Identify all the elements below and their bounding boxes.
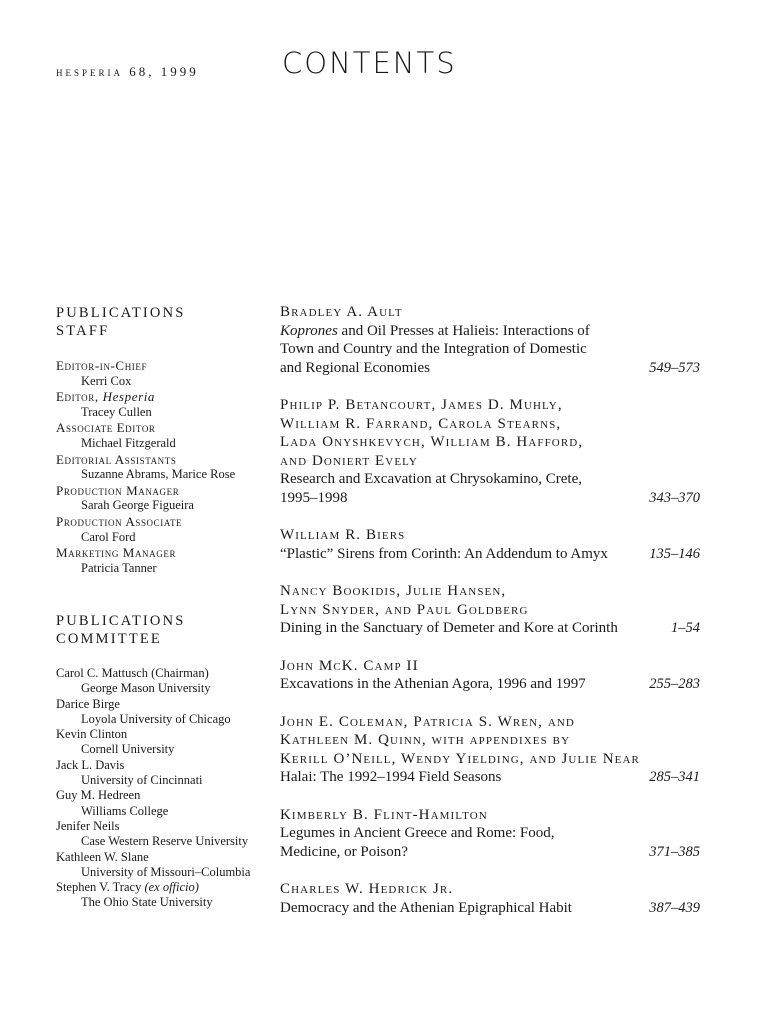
article-page-range: 371–385 xyxy=(649,843,700,860)
author-line: Nancy Bookidis, Julie Hansen, xyxy=(280,583,507,599)
article-title-line: Town and Country and the Integration of Domestic xyxy=(280,341,587,357)
article-title xyxy=(280,824,630,861)
article-entry xyxy=(280,526,700,563)
article-authors: Kimberly B. Flint-Hamilton xyxy=(280,806,488,823)
author-line: William R. Farrand, Carola Stearns, xyxy=(280,415,562,432)
article-title: Dining in the Sanctuary of Demeter and Kore at Corinth xyxy=(280,620,618,636)
article-title-line: Legumes in Ancient Greece and Rome: Food, xyxy=(280,825,555,841)
page-title: CONTENTS xyxy=(282,46,457,80)
member-name xyxy=(56,880,256,895)
article-page-range: 1–54 xyxy=(671,620,700,636)
author-line: Lynn Snyder, and Paul Goldberg xyxy=(280,601,529,618)
member-affiliation: University of Missouri–Columbia xyxy=(81,864,251,879)
member-name: Jenifer Neils xyxy=(56,818,120,833)
member-affiliation: University of Cincinnati xyxy=(81,773,203,788)
committee-heading: PUBLICATIONS COMMITTEE xyxy=(56,613,186,647)
staff-heading: PUBLICATIONS STAFF xyxy=(56,305,186,339)
article-title: Halai: The 1992–1994 Field Seasons xyxy=(280,769,502,785)
article-title-line: and Regional Economies xyxy=(280,359,430,376)
role-title: Marketing Manager xyxy=(56,545,177,561)
article-page-range: 135–146 xyxy=(649,545,700,562)
article-page-range: 549–573 xyxy=(649,359,700,376)
committee-member-list xyxy=(56,666,256,911)
member-name-text: Stephen V. Tracy xyxy=(56,880,142,895)
role-person: Michael Fitzgerald xyxy=(81,435,176,450)
article-entry xyxy=(280,303,700,377)
article-title xyxy=(280,470,630,507)
member-name: Jack L. Davis xyxy=(56,757,125,772)
article-title-line: Research and Excavation at Chrysokamino, Crete, xyxy=(280,471,582,487)
role-title: Editorial Assistants xyxy=(56,451,177,467)
article-title-line: 1995–1998 xyxy=(280,489,348,506)
publications-staff-section xyxy=(56,304,256,576)
role-person: Kerri Cox xyxy=(81,373,132,388)
role-person: Patricia Tanner xyxy=(81,560,157,575)
article-entry xyxy=(280,806,700,862)
author-line: Kerill O’Neill, Wendy Yielding, and Julie Near xyxy=(280,750,640,767)
role-title-prefix: Editor, xyxy=(56,389,103,405)
article-title: Excavations in the Athenian Agora, 1996 and 1997 xyxy=(280,676,586,692)
member-affiliation: Cornell University xyxy=(81,742,175,757)
role-title: Production Associate xyxy=(56,513,183,529)
publications-committee-section xyxy=(56,612,256,911)
member-affiliation: Williams College xyxy=(81,803,169,818)
journal-volume-line: hesperia 68, 1999 xyxy=(56,64,199,79)
article-authors: Bradley A. Ault xyxy=(280,304,403,320)
staff-role-list xyxy=(56,358,256,576)
member-affiliation: Case Western Reserve University xyxy=(81,834,249,849)
article-page-range: 255–283 xyxy=(649,676,700,692)
author-line: and Doniert Evely xyxy=(280,452,418,469)
article-title: “Plastic” Sirens from Corinth: An Addendum to Amyx xyxy=(280,545,608,562)
author-line: John E. Coleman, Patricia S. Wren, and xyxy=(280,713,575,730)
member-name: Guy M. Hedreen xyxy=(56,788,141,803)
article-title xyxy=(280,322,630,378)
member-name-italic: (ex officio) xyxy=(144,880,199,895)
member-name: Kevin Clinton xyxy=(56,727,128,742)
author-line: Philip P. Betancourt, James D. Muhly, xyxy=(280,397,563,413)
article-authors: John McK. Camp II xyxy=(280,657,419,674)
article-page-range: 285–341 xyxy=(649,769,700,785)
role-person: Tracey Cullen xyxy=(81,404,152,419)
article-page-range: 387–439 xyxy=(649,899,700,916)
article-title-line: Medicine, or Poison? xyxy=(280,843,408,860)
member-affiliation: The Ohio State University xyxy=(81,895,213,910)
member-affiliation: George Mason University xyxy=(81,681,211,696)
article-entry xyxy=(280,880,700,917)
role-title: Production Manager xyxy=(56,482,180,498)
article-authors xyxy=(280,582,700,619)
article-title-line: and Oil Presses at Halieis: Interactions of xyxy=(337,322,590,339)
author-line: Kathleen M. Quinn, with appendixes by xyxy=(280,732,571,748)
role-person: Suzanne Abrams, Marice Rose xyxy=(81,467,236,482)
article-authors xyxy=(280,396,700,470)
article-title: Democracy and the Athenian Epigraphical Habit xyxy=(280,899,572,916)
role-person: Carol Ford xyxy=(81,529,136,544)
article-entry xyxy=(280,713,700,787)
article-authors: William R. Biers xyxy=(280,527,406,543)
journal-name-italic: Hesperia xyxy=(102,389,156,405)
member-name: Darice Birge xyxy=(56,696,120,711)
article-page-range: 343–370 xyxy=(649,489,700,506)
article-entry xyxy=(280,396,700,507)
role-title: Editor-in-Chief xyxy=(56,358,148,373)
article-title-italic: Koprones xyxy=(280,322,338,339)
article-list xyxy=(280,303,700,936)
member-name: Kathleen W. Slane xyxy=(56,849,149,864)
article-entry xyxy=(280,657,700,694)
article-authors xyxy=(280,713,700,769)
article-authors: Charles W. Hedrick Jr. xyxy=(280,881,454,897)
member-affiliation: Loyola University of Chicago xyxy=(81,711,231,726)
role-person: Sarah George Figueira xyxy=(81,498,194,513)
article-entry xyxy=(280,582,700,638)
member-name: Carol C. Mattusch (Chairman) xyxy=(56,666,209,680)
role-title xyxy=(56,389,256,405)
author-line: Lada Onyshkevych, William B. Hafford, xyxy=(280,434,584,450)
role-title: Associate Editor xyxy=(56,420,156,436)
